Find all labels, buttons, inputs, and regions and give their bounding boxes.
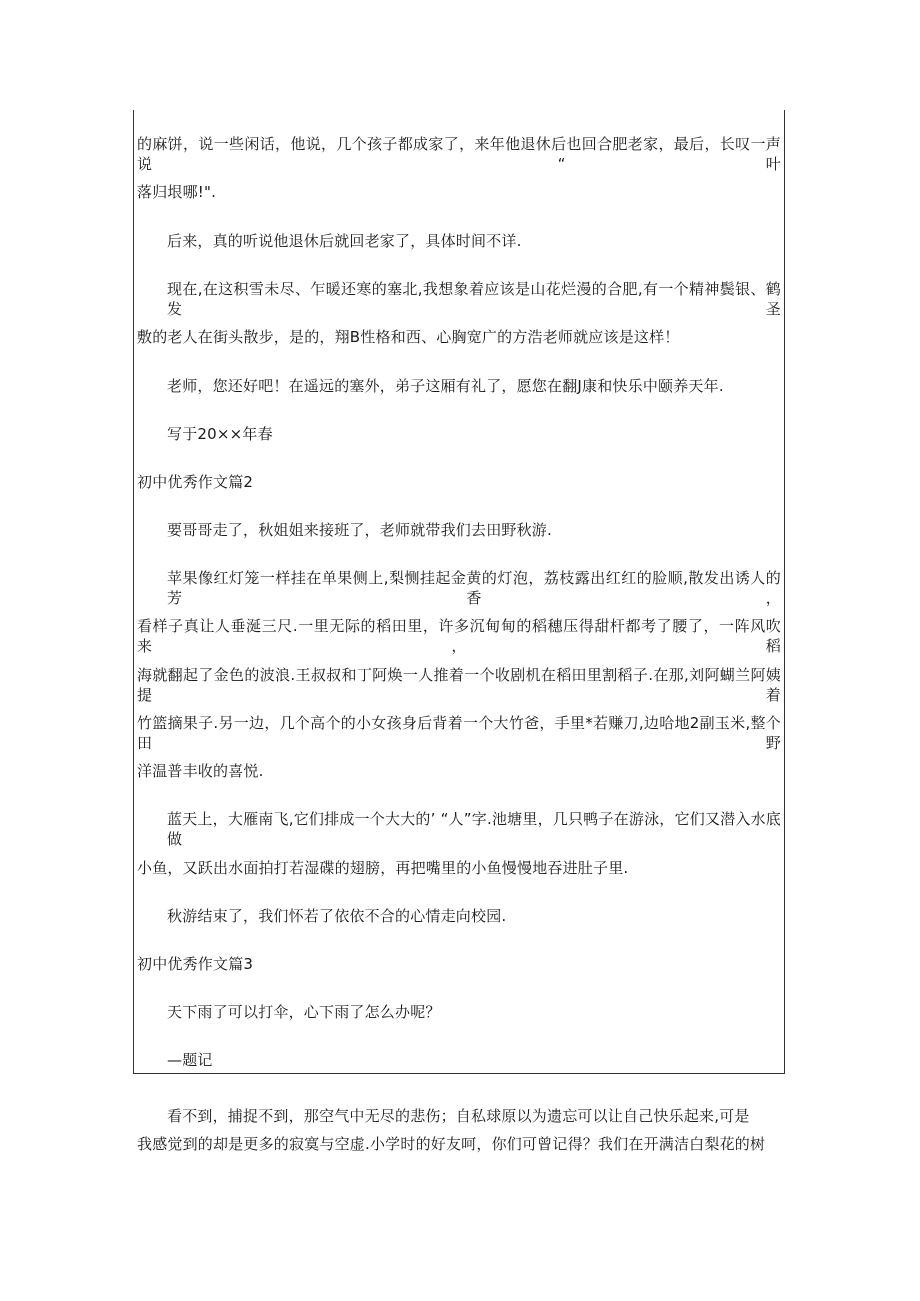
paragraph-line: 我感觉到的却是更多的寂寞与空虚.小学时的好友呵，你们可曾记得？我们在开满洁白梨花的树: [137, 1135, 766, 1153]
paragraph-line: 敷的老人在街头散步，是的，翔B性格和西、心胸宽广的方浩老师就应该是这样！: [137, 328, 680, 346]
paragraph-line: 蓝天上，大雁南飞,它们排成一个大大的’ “人”字.池塘里，几只鸭子在游泳，它们又潜入水底做: [167, 810, 781, 848]
paragraph-line: 后来，真的听说他退休后就回老家了，具体时间不详.: [167, 232, 522, 250]
epigraph-note: —题记: [167, 1051, 213, 1069]
paragraph-line: 洋温普丰收的喜悦.: [137, 762, 264, 780]
section-heading: 初中优秀作文篇2: [137, 473, 254, 491]
paragraph-line: 苹果像红灯笼一样挂在单果侧上,梨恻挂起金黄的灯泡，荔枝露出红红的脸顺,散发出诱人的芳香，: [167, 569, 781, 607]
paragraph-line: 写于20××年春: [167, 425, 273, 443]
section-heading: 初中优秀作文篇3: [137, 955, 254, 973]
paragraph-line: 海就翻起了金色的波浪.王叔叔和丁阿焕一人推着一个收剧机在稻田里割稻子.在那,刘阿蝴兰阿姨提着: [137, 666, 781, 704]
paragraph-line: 要哥哥走了，秋姐姐来接班了，老师就带我们去田野秋游.: [167, 521, 552, 539]
paragraph-line: 小鱼，又跃出水面拍打若湿碟的翅膀，再把嘴里的小鱼慢慢地吞进肚子里.: [137, 859, 629, 877]
paragraph-line: 现在,在这积雪未尽、乍暖还寒的塞北,我想象着应该是山花烂漫的合肥,有一个精神鬓银、鹤发圣: [167, 280, 781, 318]
paragraph-line: 老师，您还好吧！在遥远的塞外，弟子这厢有礼了，愿您在翻J康和快乐中颐养天年.: [167, 377, 724, 395]
paragraph-line: 天下雨了可以打伞，心下雨了怎么办呢？: [167, 1003, 441, 1021]
paragraph-line: 看不到，捕捉不到，那空气中无尽的悲伤；自私球原以为遗忘可以让自己快乐起来,可是: [167, 1107, 750, 1125]
paragraph-line: 落归垠哪!".: [137, 183, 217, 201]
paragraph-line: 竹篮摘果子.另一边，几个高个的小女孩身后背着一个大竹爸，手里*若赚刀,边哈地2副玉米,整个田野: [137, 714, 781, 752]
paragraph-line: 看样子真让人垂涎三尺.一里无际的稻田里，许多沉甸甸的稻穗压得甜杆都考了腰了，一阵风吹来，稻: [137, 617, 781, 655]
paragraph-line: 秋游结束了，我们怀若了依依不合的心情走向校园.: [167, 907, 507, 925]
paragraph-line: 的麻饼，说一些闲话，他说，几个孩子都成家了，来年他退休后也回合肥老家，最后，长叹一声说 “叶: [137, 135, 781, 173]
